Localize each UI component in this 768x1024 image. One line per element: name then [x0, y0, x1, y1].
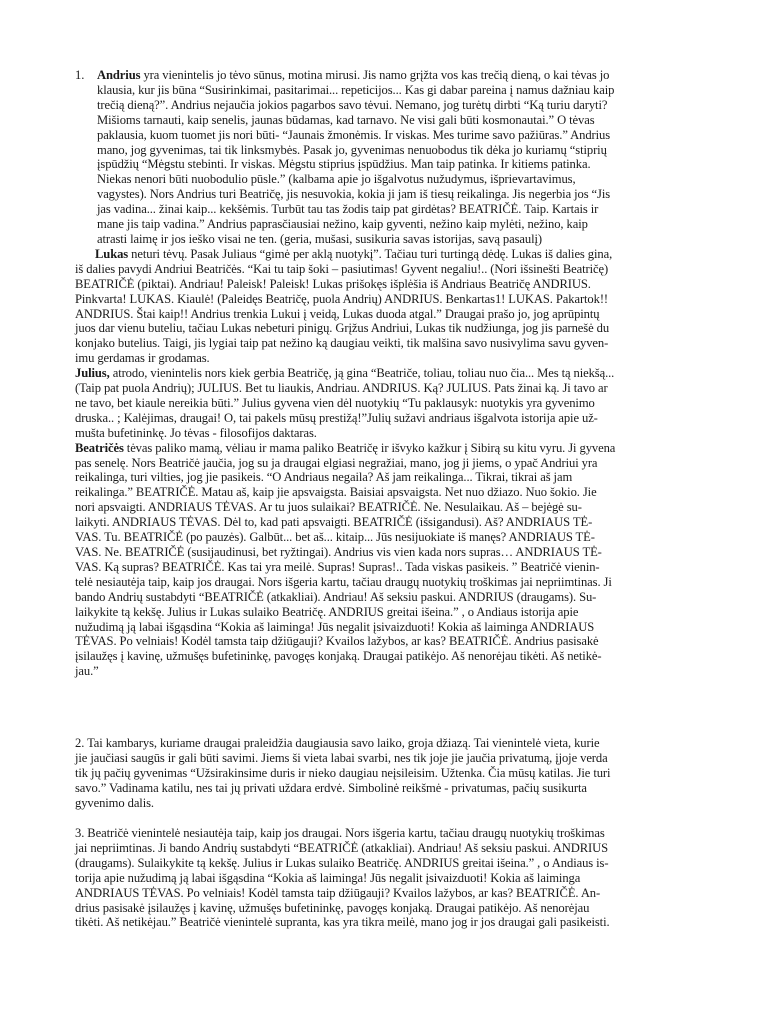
line-text: įspūdžių “Mėgstu stebinti. Ir viskas. Mėgstu stiprius įspūdžius. Man taip patinka. Ir kitiems patinka. [97, 157, 591, 172]
line-text: ANDRIUS. Štai kaip!! Andrius trenkia Lukui į veidą, Lukas duoda atgal.” Draugai prašo jo, jog aprūpintų [75, 306, 600, 321]
text-line [97, 232, 695, 247]
line-text: VAS. Tu. BEATRIČĖ (po pauzės). Galbūt... bet aš... kitaip... Jūs nesijuokiate iš manęs? ANDRIAUS TĖ- [75, 530, 595, 545]
text-line: tikėti. Aš netikėjau.” Beatričė vienintelė supranta, kas yra tikra meilė, mano jog ir jos draugai gali pasikeisti. [75, 915, 610, 930]
line-text: yra vienintelis jo tėvo sūnus, motina mirusi. Jis namo grįžta vos kas trečią dieną, o kai tėvas jo [140, 68, 610, 82]
text-line: drius pasisakė įsilaužęs į kavinę, užmušęs bufetininkę, pavogęs konjaką. Draugai patikėjo. Aš nenorėjau [75, 900, 590, 915]
lukas-paragraph [75, 247, 695, 366]
text-line [97, 83, 695, 98]
line-text: (Taip pat puola Andrių); JULIUS. Bet tu liaukis, Andriau. ANDRIUS. Ką? JULIUS. Pats žinai ką. Ji tavo ar [75, 381, 608, 396]
line-text: telė nesiautėja taip, kaip jos draugai. Nors išgeria kartu, tačiau draugų nuotykių troškimas jai nepriimtinas. Ji [75, 574, 612, 589]
text-line [97, 98, 695, 113]
text-line [75, 247, 695, 262]
line-text: Pinkvarta! LUKAS. Kiaulė! (Paleidęs Beatričę, puola Andrių) ANDRIUS. Benkartas1! LUKAS. Pakartok!! [75, 291, 609, 306]
text-line [75, 307, 695, 322]
text-line [75, 515, 695, 530]
text-line [97, 68, 695, 83]
line-text: tėvas paliko mamą, vėliau ir mama paliko Beatričę ir išvyko kažkur į Sibirą su kitu vyru. Ji gyvena [123, 440, 616, 455]
line-text: druska.. ; Kalėjimas, draugai! O, tai pakels mūsų prestižą!”Julių sužavi andriaus išgalvota istorija apie už- [75, 410, 598, 425]
text-line [75, 351, 695, 366]
text-line: torija apie nužudimą ją labai išgąsdina “Kokia aš laiminga! Jūs negalit įsivaizduoti! Kokia aš laiminga [75, 870, 581, 885]
line-text: Mišioms tarnauti, kaip senelis, jaunas būdamas, kad tarnavo. Ne visi gali būti kosmonautai.” O tėvas [97, 112, 595, 127]
julius-paragraph [75, 366, 695, 441]
text-line [97, 157, 695, 172]
text-line: 2. Tai kambarys, kuriame draugai praleidžia daugiausia savo laiko, groja džiazą. Tai vienintelė vieta, kurie [75, 736, 600, 750]
text-line [75, 366, 695, 381]
line-text: BEATRIČĖ (piktai). Andriau! Paleisk! Paleisk! Lukas prišokęs išplėšia iš Andriaus Beatričę ANDRIUS. [75, 276, 591, 291]
line-text: mane jis taip vadina.” Andrius paprasčiausiai nežino, kaip gyventi, nežino kaip mylėti, nežino, kaip [97, 217, 588, 232]
text-line [75, 649, 695, 664]
text-line [97, 172, 695, 187]
line-text: mano, jog gyvenimas, tai tik linksmybės. Pasak jo, gyvenimas nenuobodus tik dėka jo kuriamų “stiprių [97, 142, 607, 157]
line-text: reikalinga.” BEATRIČĖ. Matau aš, kaip jie apsvaigsta. Baisiai apsvaigsta. Net nuo džiazo. Nuo šokio. Jie [75, 485, 597, 500]
section-2 [75, 736, 695, 811]
text-line [97, 143, 695, 158]
text-line [97, 202, 695, 217]
text-line [75, 396, 695, 411]
text-line [75, 530, 695, 545]
line-text: vagystes). Nors Andrius turi Beatričę, jis nesuvokia, kokia ji jam iš tiesų reikalinga. Jis negerbia jos “Jis [97, 187, 611, 202]
text-line [75, 381, 695, 396]
line-text: įsilaužęs į kavinę, užmušęs bufetininkę, pavogęs konjaką. Draugai patikėjo. Aš nenorėjau tikėti. Aš netikė- [75, 649, 602, 664]
text-line [75, 470, 695, 485]
text-line [75, 634, 695, 649]
line-text: juos dar vienu buteliu, tačiau Lukas nebeturi pinigų. Grįžus Andriui, Lukas tik nudžiunga, jog jis parnešė du [75, 321, 610, 336]
text-line [97, 217, 695, 232]
text-line [75, 426, 695, 441]
text-line: ANDRIAUS TĖVAS. Po velniais! Kodėl tamsta taip džiūgauji? Kvailos lažybos, ar kas? BEATRIČĖ. An- [75, 885, 601, 900]
line-text: neturi tėvų. Pasak Juliaus “gimė per aklą nuotykį”. Tačiau turi turtingą dėdę. Lukas iš dalies gina, [128, 246, 613, 261]
text-line [75, 605, 695, 620]
text-line [75, 456, 695, 471]
line-text: Niekas nenori būti nuobodulio pūsle.” (kalbama apie jo išgalvotus nužudymus, išprievartavimus, [97, 172, 576, 187]
character-name: Julius, [75, 366, 110, 381]
text-line [75, 411, 695, 426]
line-text: pas senelę. Nors Beatričė jaučia, jog su ja draugai elgiasi negražiai, mano, jog ji jiems, o ypač Andriui yra [75, 455, 598, 470]
line-text: atrasti laimę ir jos ieško visai ne ten. (geria, mušasi, susikuria savas istorijas, savą pasaulį) [97, 231, 542, 246]
text-line [75, 500, 695, 515]
text-line: (draugams). Sulaikykite tą kekšę. Julius ir Lukas sulaiko Beatričę. ANDRIUS greitai išeina.” , o Andiaus is- [75, 855, 609, 870]
text-line [75, 292, 695, 307]
text-line [75, 590, 695, 605]
line-text: paklausia, kuom tuomet jis nori būti- “Jaunais žmonėmis. Ir viskas. Mes turime savo pažiūras.” Andrius [97, 127, 611, 142]
text-line [75, 485, 695, 500]
line-text: laikykite tą kekšę. Julius ir Lukas sulaiko Beatričę. ANDRIUS greitai išeina.” , o Andiaus istorija apie [75, 604, 579, 619]
text-line [97, 187, 695, 202]
line-text: laikyti. ANDRIAUS TĖVAS. Dėl to, kad pati apsvaigti. BEATRIČĖ (išsigandusi). Aš? ANDRIAUS TĖ- [75, 515, 593, 530]
line-text: jas vadina... žinai kaip... kekšėmis. Turbūt tau tas žodis taip pat girdėtas? BEATRIČĖ. Taip. Kartais ir [97, 202, 599, 217]
section-1 [75, 68, 695, 679]
text-line: savo.” Vadinama katilu, nes tai jų privati uždara erdvė. Simbolinė reikšmė - privatumas, pačių susikurta [75, 780, 587, 795]
text-line: tik jų pačių gyvenimas “Užsirakinsime duris ir nieko daugiau neįsileisim. Užtenka. Čia mūsų katilas. Jie turi [75, 765, 611, 780]
character-name: Lukas [95, 246, 129, 261]
text-line: 3. Beatričė vienintelė nesiautėja taip, kaip jos draugai. Nors išgeria kartu, tačiau draugų nuotykių troškimas [75, 826, 605, 840]
text-line [75, 575, 695, 590]
text-line [75, 620, 695, 635]
line-text: atrodo, vienintelis nors kiek gerbia Beatričę, ją gina “Beatriče, toliau, toliau nuo čia... Mes tą niekšą... [109, 366, 615, 381]
character-name: Andrius [97, 68, 141, 82]
line-text: konjako butelius. Taigi, jis lygiai taip pat nežino ką daugiau veikti, tik malšina savo nusivylima savu gyven- [75, 336, 609, 351]
text-line [75, 336, 695, 351]
line-text: VAS. Ką supras? BEATRIČĖ. Kas tai yra meilė. Supras! Supras!.. Tada viskas pasikeis. ” Beatričė vienin- [75, 559, 600, 574]
text-line [75, 545, 695, 560]
text-line [75, 262, 695, 277]
text-line [97, 128, 695, 143]
line-text: TĖVAS. Po velniais! Kodėl tamsta taip džiūgauji? Kvailos lažybos, ar kas? BEATRIČĖ. Andrius pasisakė [75, 634, 599, 649]
line-text: nori apsvaigti. ANDRIAUS TĖVAS. Ar tu juos sulaikai? BEATRIČĖ. Ne. Nesulaikau. Aš – bejėgė su- [75, 500, 582, 515]
line-text: reikalinga, turi vilties, jog jie pasikeis. “O Andriaus negaila? Aš jam reikalinga... Tikrai, tikrai aš jam [75, 470, 573, 485]
line-text: ne tavo, bet kiaule nereikia būti.” Julius gyvena vien dėl nuotykių “Tu paklausyk: nuotykis yra gyvenimo [75, 395, 595, 410]
line-text: trečią dieną?”. Andrius nejaučia jokios pagarbos savo tėvui. Nemano, jog turėtų dirbti “Ką turiu daryti? [97, 97, 608, 112]
text-line [75, 321, 695, 336]
line-text: mušta bufetininkę. Jo tėvas - filosofijos daktaras. [75, 425, 317, 440]
text-line: gyvenimo dalis. [75, 795, 154, 810]
text-line [75, 441, 695, 456]
line-text: VAS. Ne. BEATRIČĖ (susijaudinusi, bet ryžtingai). Andrius vis vien kada nors supras… ANDRIAUS TĖ- [75, 545, 602, 559]
text-line [75, 277, 695, 292]
beatrice-paragraph [75, 441, 695, 680]
section-3 [75, 826, 695, 930]
andrius-paragraph [75, 68, 695, 247]
text-line: jie jaučiasi saugūs ir gali būti savimi. Jiems ši vieta labai svarbi, nes tik joje jie jaučia privatumą, įjoje verda [75, 750, 608, 765]
text-line: jai nepriimtinas. Ji bando Andrių sustabdyti “BEATRIČĖ (atkakliai). Andriau! Aš seksiu paskui. ANDRIUS [75, 840, 609, 855]
character-name: Beatričės [75, 440, 124, 455]
text-line [75, 560, 695, 575]
line-text: nužudimą ją labai išgąsdina “Kokia aš laiminga! Jūs negalit įsivaizduoti! Kokia aš laiminga ANDRIAUS [75, 619, 595, 634]
line-text: imu gerdamas ir grodamas. [75, 351, 210, 366]
text-line [75, 664, 695, 679]
line-text: iš dalies pavydi Andriui Beatričės. “Kai tu taip šoki – pasiutimas! Gyvent negaliu!.. (Nori išsinešti Beatričę) [75, 261, 609, 276]
line-text: jau.” [75, 664, 99, 679]
line-text: bando Andrių sustabdyti “BEATRIČĖ (atkakliai). Andriau! Aš seksiu paskui. ANDRIUS (draugams). Su- [75, 589, 597, 604]
section-1-number: 1. [75, 68, 85, 82]
line-text: klausia, kur jis būna “Susirinkimai, pasitarimai... repeticijos... Kas gi dabar pareina į namus dažniau kaip [97, 82, 615, 97]
text-line [97, 113, 695, 128]
